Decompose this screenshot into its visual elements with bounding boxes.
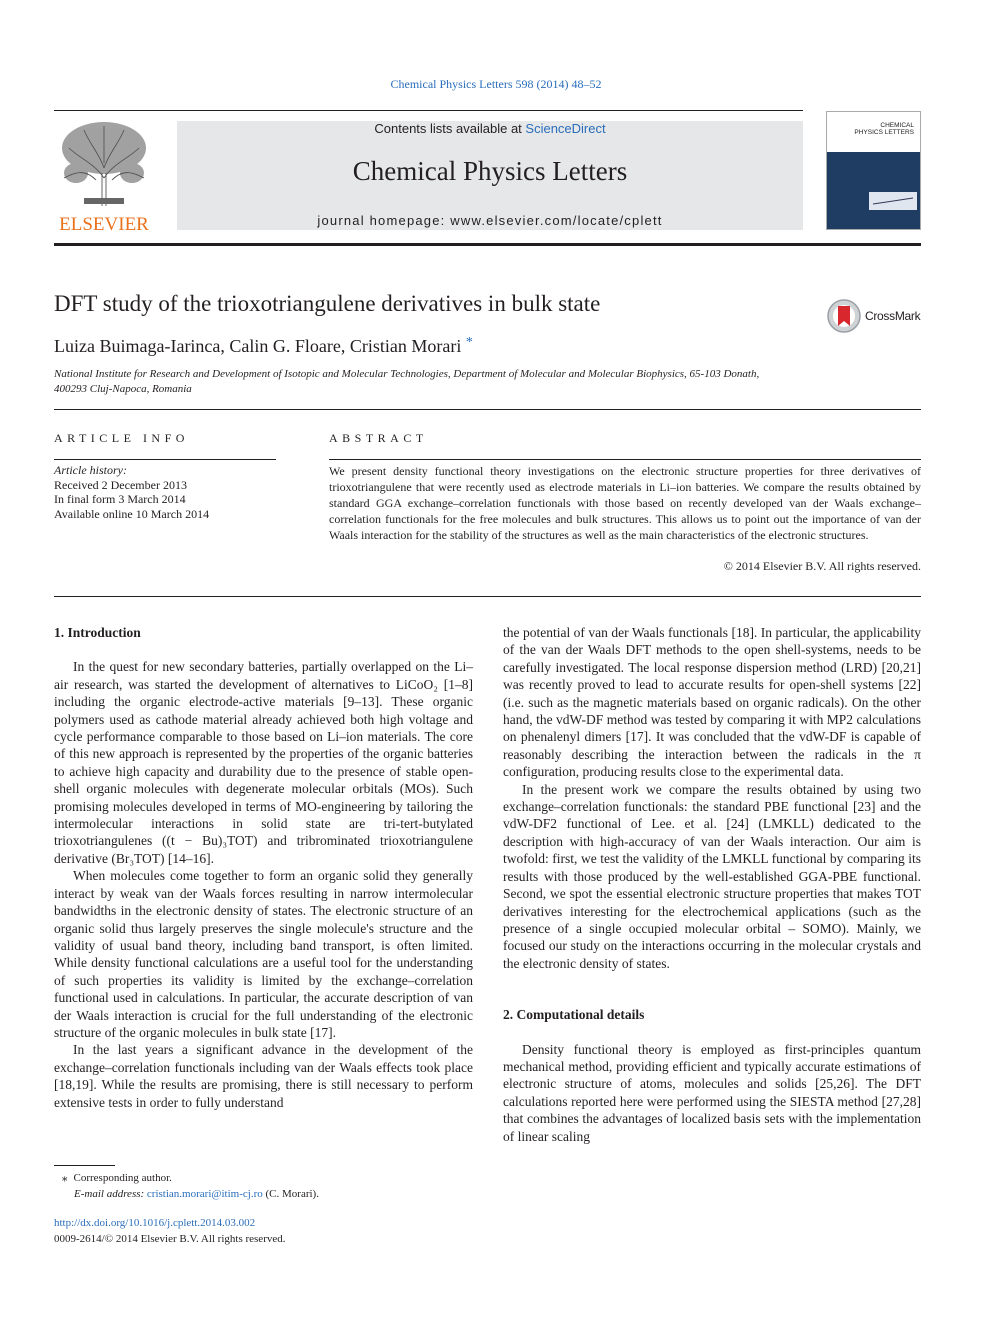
author-affiliation (54, 367, 834, 397)
affiliation-rule (54, 409, 921, 410)
journal-homepage[interactable]: journal homepage: www.elsevier.com/locate/cplett (317, 213, 663, 228)
journal-cover-image (826, 111, 921, 230)
header-bottom-rule (54, 243, 921, 246)
article-doi (54, 1215, 286, 1247)
elsevier-tree-logo (54, 118, 154, 236)
right-column (503, 624, 921, 1145)
intro-paragraph-5: In the present work we compare the results obtained by using two exchange–correlation functionals: the standard PBE functional [23] and the vdW-DF2 functional of Lee. et al. [24] (LMKLL) dedicated to the description with high-accuracy of van der Waals interaction. Our aim is twofold: first, we test the validity of the LMKLL functional by comparing its results with those produced by the well-established GGA-PBE functional. Second, we spot the essential electronic structure properties that makes TOT derivatives interesting for the electrochemical applications (such as the presence of a single occupied molecular orbital – SOMO). Mainly, we focused our study on the interactions occurring in the molecular crystals and the electronic density of states. (503, 781, 921, 971)
article-authors: Luiza Buimaga-Iarinca, Calin G. Floare, Cristian Morari * (54, 335, 473, 356)
article-info-rule (54, 459, 276, 460)
issn-copyright: 0009-2614/© 2014 Elsevier B.V. All rights reserved. (54, 1233, 286, 1245)
section-2-heading: 2. Computational details (503, 1007, 645, 1023)
article-history (54, 463, 209, 521)
abstract-copyright: © 2014 Elsevier B.V. All rights reserved. (723, 559, 921, 573)
left-column (54, 624, 473, 1111)
cover-graphic (827, 152, 920, 229)
corresponding-author-note: ⁎ Corresponding author. (54, 1170, 319, 1186)
intro-paragraph-4: the potential of van der Waals functionals [18]. In particular, the applicability of the van der Waals DFT methods to the open shell-systems, needs to be carefully investigated. The local response dispersion method (LRD) [20,21] was recently proved to lead to accurate results for open-shell systems [22] (i.e. such as the magnetic materials based on organic radicals). On the other hand, the vdW-DF method was tested by comparing it with MP2 calculations on phenalenyl dimers [17]. It was concluded that the vdW-DF is capable of reasonably describing the interaction between the radicals in the π configuration, producing results close to the experimental data. (503, 625, 921, 780)
journal-reference-link[interactable]: Chemical Physics Letters 598 (2014) 48–52 (390, 77, 602, 91)
abstract-text: We present density functional theory investigations on the electronic structure properties for three derivatives of trioxotriangulene that were recently used as electrode materials in Li–ion batteries. We compare the results obtained by standard GGA exchange–correlation functionals with those based on recently developed van der Waals exchange–correlation functionals for the free molecules and bulk structures. This allows us to point out the importance of van der Waals interaction for the stability of the structures as well as the main characteristics of the electronic structures. (329, 464, 921, 542)
affiliation-line-2: 400293 Cluj-Napoca, Romania (54, 383, 192, 395)
footnote (54, 1170, 319, 1202)
journal-name: Chemical Physics Letters (352, 156, 628, 186)
email-link[interactable]: cristian.morari@itim-cj.ro (146, 1188, 263, 1200)
history-online: Available online 10 March 2014 (54, 506, 210, 521)
sciencedirect-link[interactable]: ScienceDirect (525, 121, 606, 136)
crossmark-label[interactable]: CrossMark (865, 309, 921, 323)
elsevier-wordmark: ELSEVIER (59, 214, 149, 235)
header-top-rule (54, 110, 803, 111)
computational-paragraph-1: Density functional theory is employed as first-principles quantum mechanical method, providing efficient and typically accurate estimations of electronic structure of atoms, molecules and solids [25,26]. The DFT calculations reported here were performed using the SIESTA method [27,28] that combines the advantages of localized basis sets with the implementation of linear scaling (503, 1041, 921, 1144)
cover-title: CHEMICAL PHYSICS LETTERS (854, 122, 914, 136)
corresponding-author-mark[interactable]: * (465, 335, 473, 350)
email-note: E-mail address: cristian.morari@itim-cj.ro (C. Morari). (74, 1188, 319, 1200)
crossmark-icon[interactable] (826, 298, 862, 334)
article-title: DFT study of the trioxotriangulene derivatives in bulk state (54, 291, 601, 316)
intro-paragraph-3: In the last years a significant advance in the development of the exchange–correlation functionals including van der Waals effects took place [18,19]. While the results are promising, there is still necessary to perform extensive tests in order to fully understand (54, 1042, 473, 1110)
article-info-heading: ARTICLE INFO (54, 431, 189, 445)
affiliation-line-1: National Institute for Research and Development of Isotopic and Molecular Technologies, Department of Molecular and Molecular Biophysics, 65-103 Donath, (54, 368, 760, 380)
doi-link[interactable]: http://dx.doi.org/10.1016/j.cplett.2014.03.002 (54, 1217, 256, 1229)
section-1-heading: 1. Introduction (54, 625, 141, 640)
history-label: Article history: (54, 463, 127, 477)
intro-paragraph-1: In the quest for new secondary batteries, partially overlapped on the Li–air research, was started the development of alternatives to LiCoO₂ [1–8] including the organic electrode-active materials [9–13]. These organic polymers used as cathode material already achieved both high voltage and cycle performance comparable to those based on Li–ion materials. The core of this new approach is represented by the properties of the organic batteries to achieve high capacity and durability due to the presence of stable open-shell organic molecules with degenerate molecular orbitals (MOs). Such promising molecules developed in terms of MO-engineering by tailoring the intermolecular interactions in solid state are tri-tert-butylated trioxotriangulenes ((t − Bu)₃TOT) and tribrominated trioxotriangulene derivative (Br₃TOT) [14–16]. (54, 659, 473, 866)
abstract-bottom-rule (54, 596, 921, 597)
history-received: Received 2 December 2013 (54, 477, 187, 492)
footnote-rule (54, 1165, 115, 1166)
contents-available: Contents lists available at ScienceDirect (374, 121, 606, 136)
footnote-mark: ⁎ (62, 1172, 68, 1184)
abstract-rule (329, 459, 921, 460)
intro-paragraph-2: When molecules come together to form an organic solid they generally interact by weak van der Waals forces resulting in narrow intermolecular bandwidths in the electronic density of states. The electronic structure of an organic solid thus largely preserves the single molecule's structure and the validity of usual band theory, including band transport, is often limited. While density functional calculations are a useful tool for the understanding of such properties its validity is limited by the exchange–correlation functional used in calculations. In particular, the accurate description of van der Waals interaction is crucial for the full understanding of the electronic structure of the organic molecules in bulk state [17]. (54, 868, 473, 1040)
abstract-heading: ABSTRACT (329, 431, 428, 445)
history-final-form: In final form 3 March 2014 (54, 492, 186, 506)
